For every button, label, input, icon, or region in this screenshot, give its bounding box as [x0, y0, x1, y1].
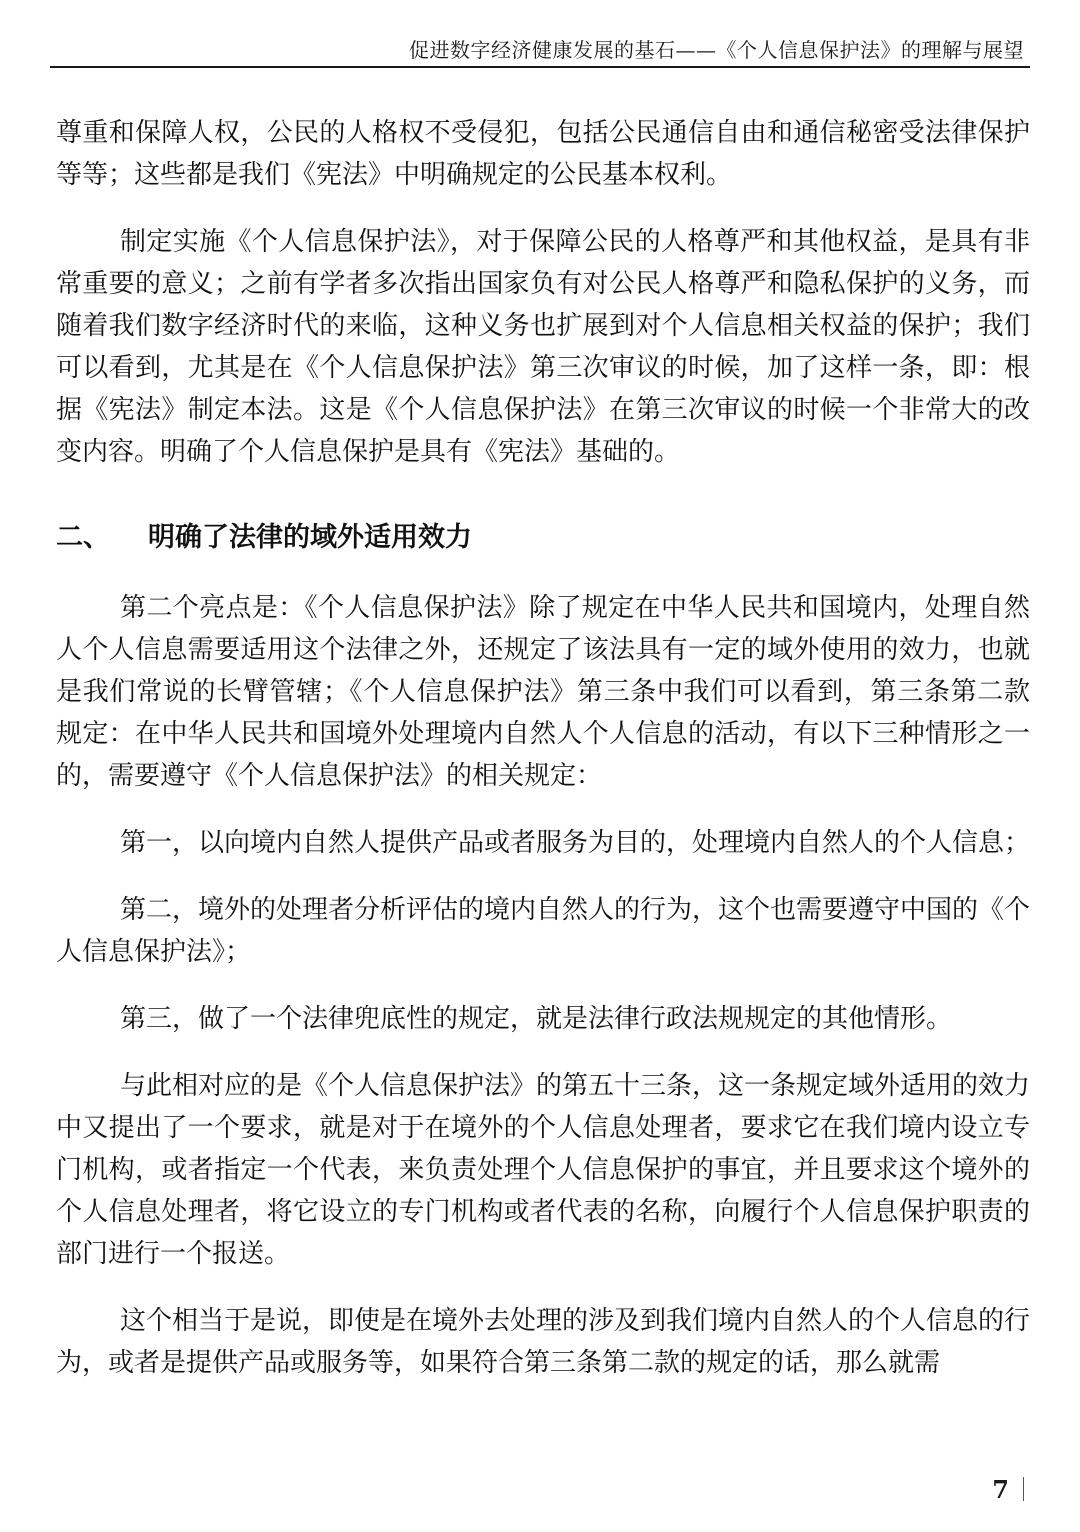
section-number: 二、 [56, 522, 110, 553]
paragraph: 第二，境外的处理者分析评估的境内自然人的行为，这个也需要遵守中国的《个人信息保护法》； [56, 895, 1031, 967]
paragraph: 制定实施《个人信息保护法》，对于保障公民的人格尊严和其他权益，是具有非常重要的意义；之前有学者多次指出国家负有对公民人格尊严和隐私保护的义务，而随着我们数字经济时代的来临，这种义务也扩展到对个人信息相关权益的保护；我们可以看到，尤其是在《个人信息保护法》第三次审议的时候，加了这样一条，即：根据《宪法》制定本法。这是《个人信息保护法》在第三次审议的时候一个非常大的改变内容。明确了个人信息保护是具有《宪法》基础的。 [56, 227, 1030, 467]
paragraph: 尊重和保障人权，公民的人格权不受侵犯，包括公民通信自由和通信秘密受法律保护等等；这些都是我们《宪法》中明确规定的公民基本权利。 [56, 118, 1030, 190]
paragraph: 第三，做了一个法律兜底性的规定，就是法律行政法规规定的其他情形。 [120, 1004, 953, 1034]
document-body [56, 112, 1030, 1409]
page-footer [992, 1474, 1024, 1504]
paragraph: 第二个亮点是：《个人信息保护法》除了规定在中华人民共和国境内，处理自然人个人信息需要适用这个法律之外，还规定了该法具有一定的域外使用的效力，也就是我们常说的长臂管辖；《个人信息保护法》第三条中我们可以看到，第三条第二款规定：在中华人民共和国境外处理境内自然人个人信息的活动，有以下三种情形之一的，需要遵守《个人信息保护法》的相关规定： [56, 593, 1030, 791]
paragraph: 第一，以向境内自然人提供产品或者服务为目的，处理境内自然人的个人信息； [120, 828, 1031, 858]
section-title: 明确了法律的域外适用效力 [148, 522, 472, 553]
page-header [50, 28, 1030, 68]
section-heading [56, 517, 1030, 559]
paragraph: 这个相当于是说，即使是在境外去处理的涉及到我们境内自然人的个人信息的行为，或者是提供产品或服务等，如果符合第三条第二款的规定的话，那么就需 [56, 1306, 1031, 1378]
page-number: 7 [992, 1474, 1009, 1504]
paragraph: 与此相对应的是《个人信息保护法》的第五十三条，这一条规定域外适用的效力中又提出了一个要求，就是对于在境外的个人信息处理者，要求它在我们境内设立专门机构，或者指定一个代表，来负责处理个人信息保护的事宜，并且要求这个境外的个人信息处理者，将它设立的专门机构或者代表的名称，向履行个人信息保护职责的部门进行一个报送。 [56, 1071, 1031, 1269]
header-title: 促进数字经济健康发展的基石——《个人信息保护法》的理解与展望 [409, 38, 1024, 62]
footer-divider [1023, 1477, 1024, 1501]
